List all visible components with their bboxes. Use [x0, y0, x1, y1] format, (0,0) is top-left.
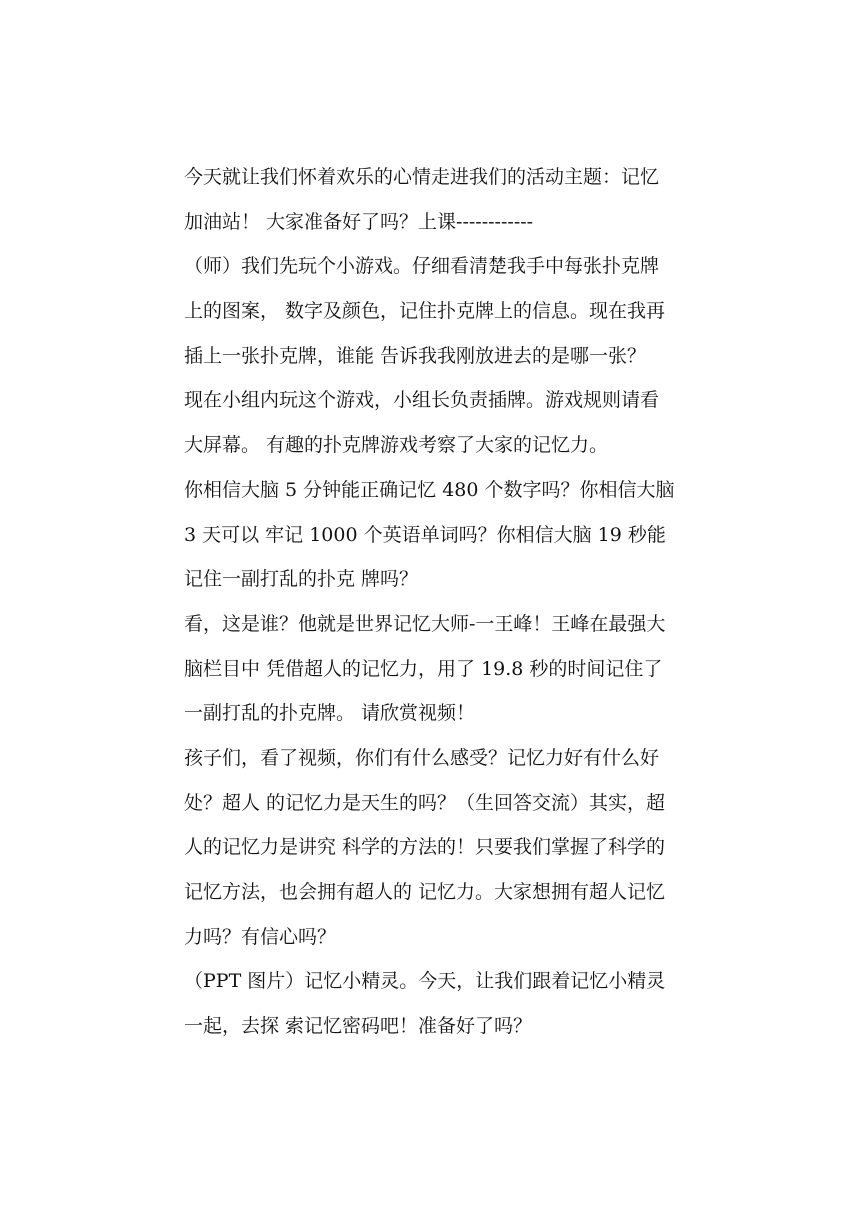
text-line: 插上一张扑克牌，谁能 告诉我我刚放进去的是哪一张？ — [184, 344, 647, 367]
text-line: 力吗？有信心吗？ — [184, 925, 337, 948]
text-line: 孩子们，看了视频，你们有什么感受？记忆力好有什么好 — [184, 746, 660, 769]
text-line: 大屏幕。 有趣的扑克牌游戏考察了大家的记忆力。 — [184, 434, 609, 457]
text-line: （PPT 图片）记忆小精灵。今天，让我们跟着记忆小精灵 — [184, 970, 666, 993]
text-line: 记忆方法，也会拥有超人的 记忆力。大家想拥有超人记忆 — [184, 881, 666, 903]
text-line: （师）我们先玩个小游戏。仔细看清楚我手中每张扑克牌 — [184, 255, 660, 278]
text-line: 脑栏目中 凭借超人的记忆力，用了 19.8 秒的时间记住了 — [184, 657, 663, 680]
text-line: 上的图案， 数字及颜色，记住扑克牌上的信息。现在我再 — [184, 300, 666, 323]
text-line: 看，这是谁？他就是世界记忆大师-一王峰！王峰在最强大 — [184, 612, 666, 635]
text-line: 你相信大脑 5 分钟能正确记忆 480 个数字吗？你相信大脑 — [184, 478, 675, 501]
text-line: 一起，去探 索记忆密码吧！准备好了吗？ — [184, 1015, 533, 1038]
body-text — [184, 155, 684, 1049]
text-line: 处？超人 的记忆力是天生的吗？（生回答交流）其实，超 — [184, 791, 666, 814]
text-line: 3 天可以 牢记 1000 个英语单词吗？你相信大脑 19 秒能 — [184, 523, 666, 546]
text-line: 现在小组内玩这个游戏，小组长负责插牌。游戏规则请看 — [184, 389, 660, 412]
text-line: 人的记忆力是讲究 科学的方法的！只要我们掌握了科学的 — [184, 836, 666, 859]
text-line: 记住一副打乱的扑克 牌吗？ — [184, 568, 419, 591]
text-line: 加油站！ 大家准备好了吗？上课------------ — [184, 210, 534, 233]
text-line: 一副打乱的扑克牌。 请欣赏视频！ — [184, 702, 476, 725]
text-line: 今天就让我们怀着欢乐的心情走进我们的活动主题：记忆 — [184, 166, 660, 188]
